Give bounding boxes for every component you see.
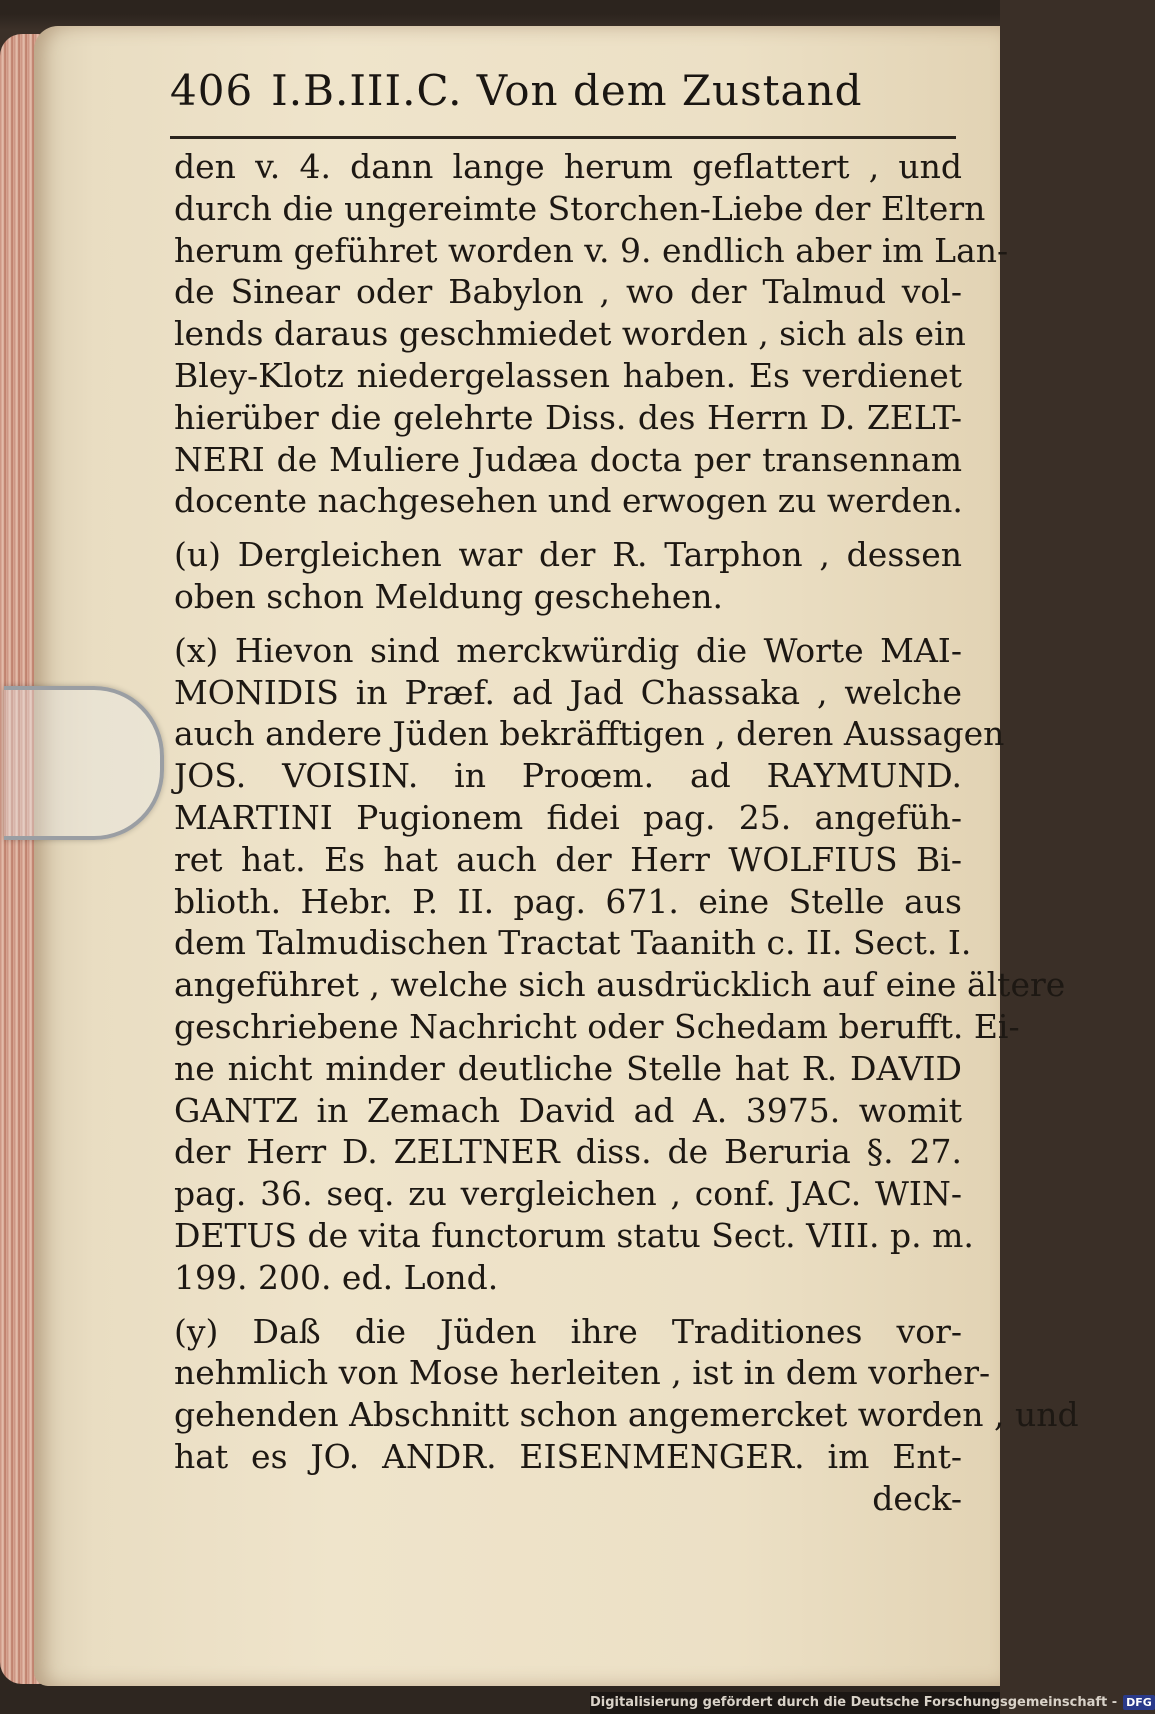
text-line: hat es JO. ANDR. EISENMENGER. im Ent- <box>174 1436 962 1476</box>
page-number: 406 <box>170 66 254 115</box>
text-line: de Sinear oder Babylon , wo der Talmud vol- <box>174 272 962 312</box>
text-line: pag. 36. seq. zu vergleichen , conf. JAC. WIN- <box>174 1174 962 1214</box>
text-line: nehmlich von Mose herleiten , ist in dem vorher- <box>174 1353 991 1393</box>
text-line: herum geführet worden v. 9. endlich aber im Lan- <box>174 230 1009 270</box>
text-line: Bley-Klotz niedergelassen haben. Es verdienet <box>174 355 962 395</box>
text-line: NERI de Muliere Judæa docta per transennam <box>174 439 962 479</box>
text-line: (x) Hievon sind merckwürdig die Worte MAI- <box>174 630 962 670</box>
text-line: 199. 200. ed. Lond. <box>174 1257 499 1297</box>
text-line: geschriebene Nachricht oder Schedam berufft. Ei- <box>174 1006 1020 1046</box>
text-line: den v. 4. dann lange herum geflattert , und <box>174 147 962 186</box>
text-line: (u) Dergleichen war der R. Tarphon , dessen <box>174 535 962 575</box>
text-line: ne nicht minder deutliche Stelle hat R. DAVID <box>174 1048 962 1088</box>
text-line: blioth. Hebr. P. II. pag. 671. eine Stelle aus <box>174 881 962 921</box>
digitization-credit <box>590 1692 1152 1714</box>
text-line: dem Talmudischen Tractat Taanith c. II. Sect. I. <box>174 923 972 963</box>
text-line: DETUS de vita functorum statu Sect. VIII. p. m. <box>174 1215 974 1255</box>
text-line: hierüber die gelehrte Diss. des Herrn D. ZELT- <box>174 397 962 437</box>
text-line: angeführet , welche sich ausdrücklich auf eine ältere <box>174 965 1066 1005</box>
running-title: I.B.III.C. Von dem Zustand <box>271 66 863 115</box>
text-line: docente nachgesehen und erwogen zu werden. <box>174 481 963 521</box>
text-line: GANTZ in Zemach David ad A. 3975. womit <box>174 1090 962 1130</box>
text-line: oben schon Meldung geschehen. <box>174 576 724 616</box>
text-line: MARTINI Pugionem fidei pag. 25. angefüh- <box>174 797 962 837</box>
text-line: lends daraus geschmiedet worden , sich als ein <box>174 314 966 354</box>
text-line: gehenden Abschnitt schon angemercket worden , und <box>174 1395 1079 1435</box>
text-line: (y) Daß die Jüden ihre Traditiones vor- <box>174 1311 962 1351</box>
dfg-logo: DFG <box>1123 1695 1155 1710</box>
text-line: durch die ungereimte Storchen-Liebe der Eltern <box>174 188 986 228</box>
text-line: MONIDIS in Præf. ad Jad Chassaka , welche <box>174 672 962 712</box>
text-line: ret hat. Es hat auch der Herr WOLFIUS Bi- <box>174 839 962 879</box>
paragraph-gap <box>174 1299 962 1311</box>
credit-text: Digitalisierung gefördert durch die Deutsche Forschungsgemeinschaft - <box>590 1695 1118 1710</box>
text-line: deck- <box>872 1478 962 1518</box>
header-rule <box>170 136 956 139</box>
paragraph-gap <box>174 618 962 630</box>
paragraph-gap <box>174 522 962 534</box>
text-line: auch andere Jüden bekräfftigen , deren Aussagen <box>174 714 1005 754</box>
page-text <box>174 146 1079 1520</box>
text-line: JOS. VOISIN. in Proœm. ad RAYMUND. <box>174 756 962 796</box>
text-line: der Herr D. ZELTNER diss. de Beruria §. 27. <box>174 1132 962 1172</box>
running-header <box>170 66 950 124</box>
page-clip <box>4 686 164 840</box>
